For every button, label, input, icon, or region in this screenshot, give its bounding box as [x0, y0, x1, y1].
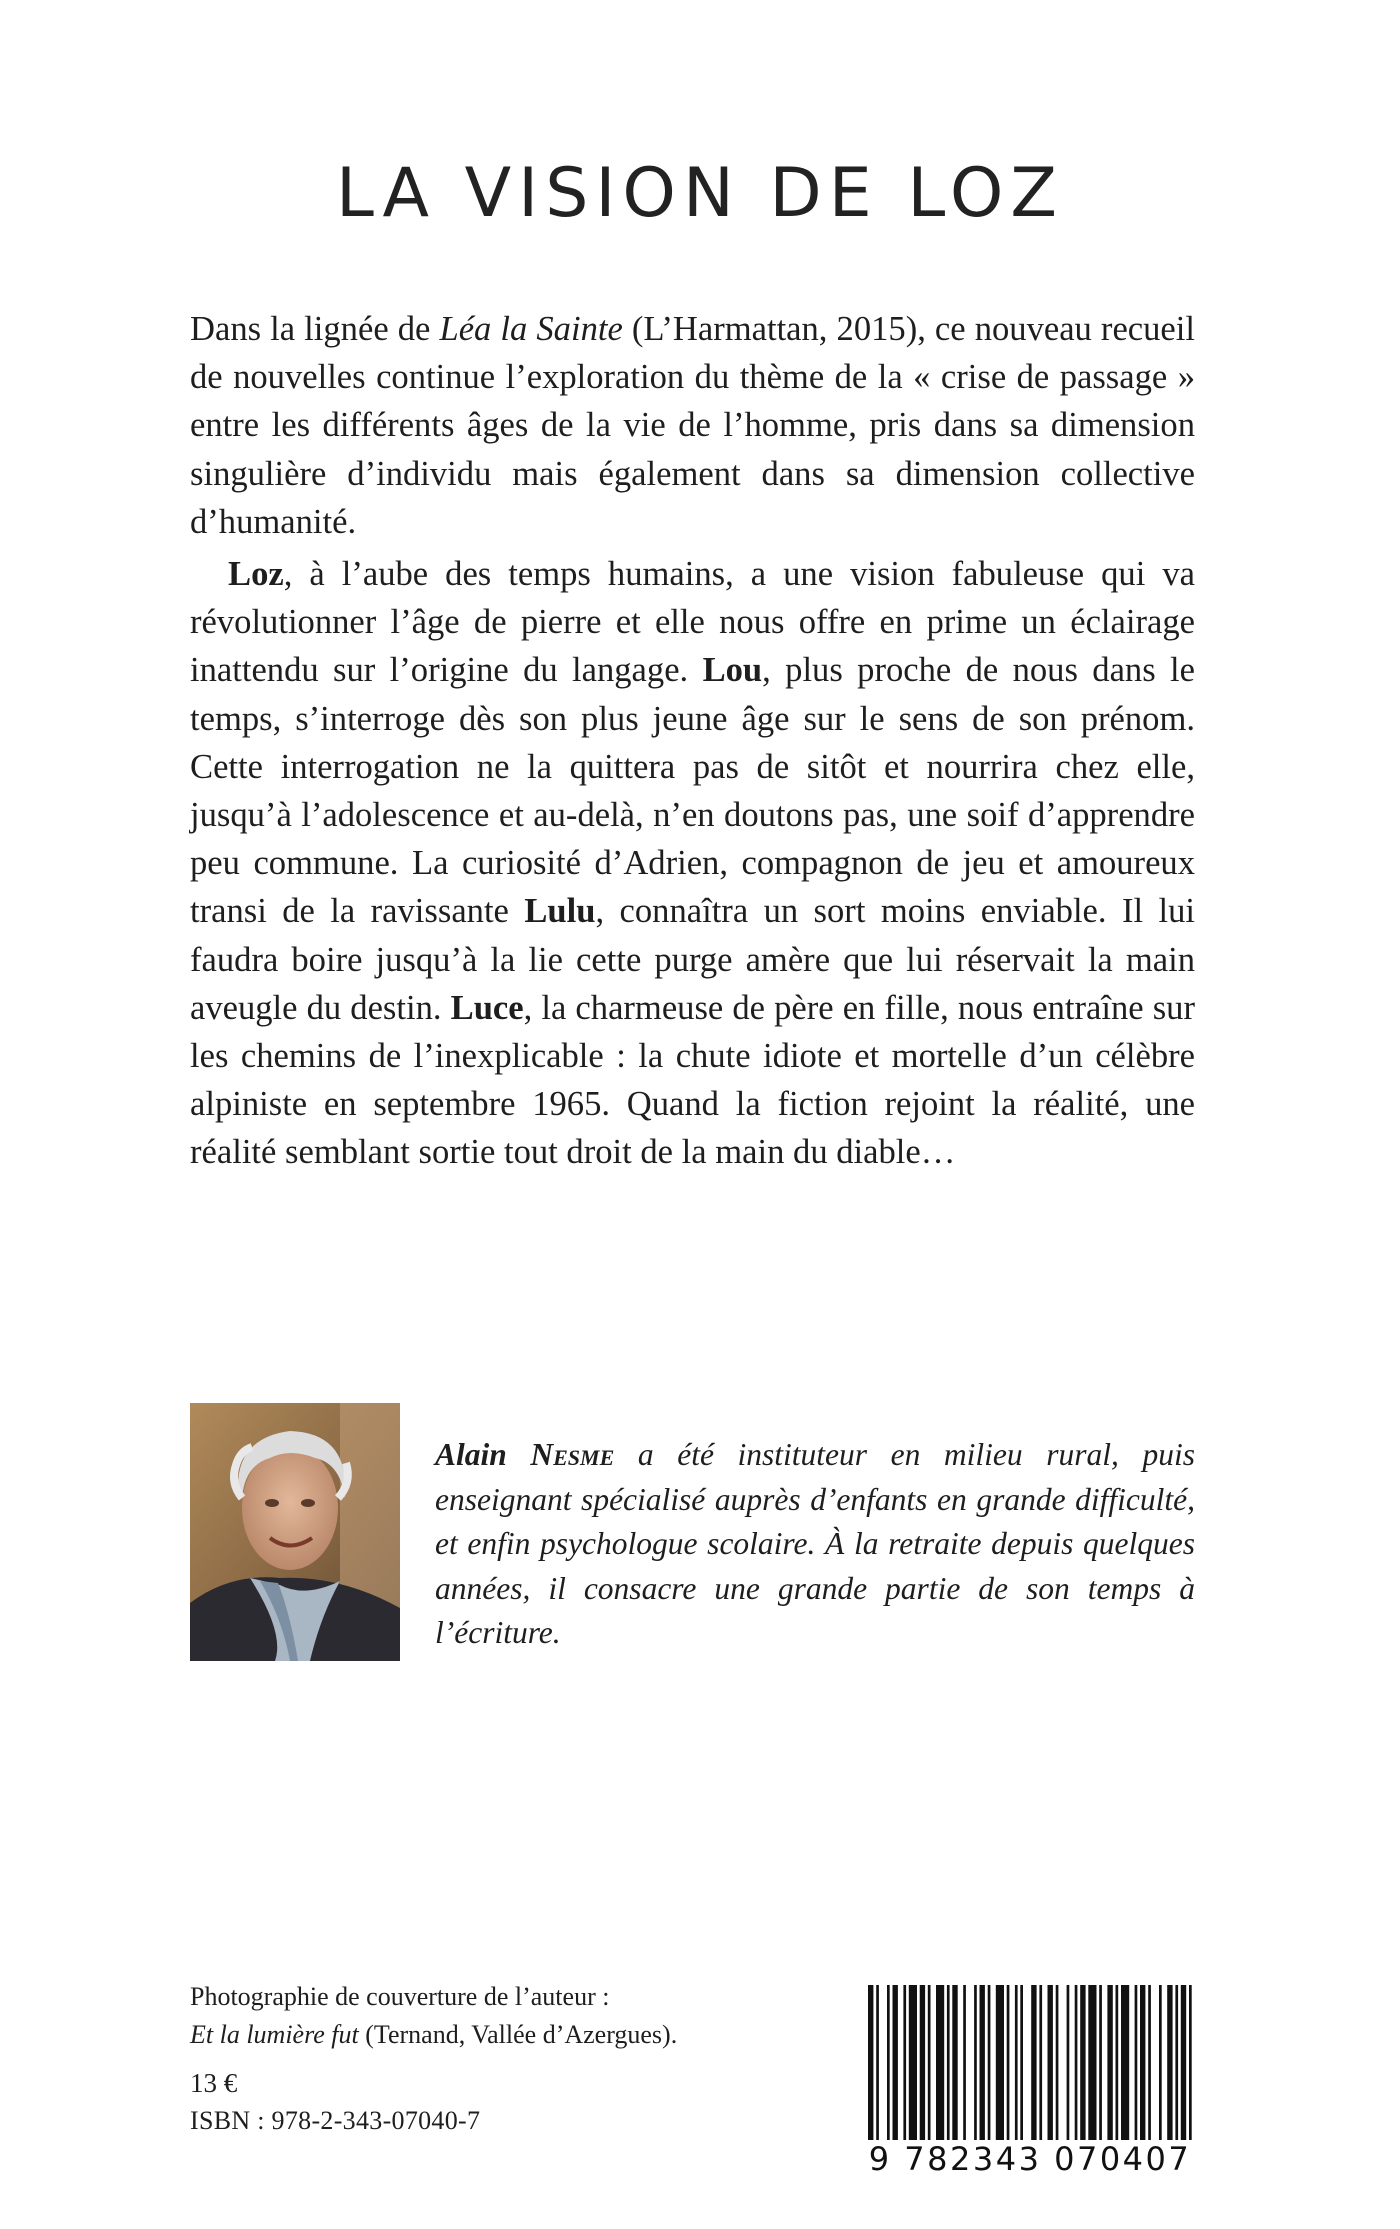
- price: 13 €: [190, 2068, 238, 2098]
- author-last-name: Nesme: [530, 1437, 615, 1472]
- photo-location: (Ternand, Vallée d’Azergues).: [358, 2020, 678, 2049]
- character-name-loz: Loz: [228, 555, 284, 594]
- isbn: ISBN : 978-2-343-07040-7: [190, 2106, 481, 2135]
- blurb-text: , plus proche de nous dans le temps, s’interroge dès son plus jeune âge sur le sens de son prénom. Cette interrogation ne la quittera pas de sitôt et nourrira chez elle, jusqu’à l’adolescence et au-delà, n’en doutons pas, une soif d’apprendre peu commune. La curiosité d’Adrien, compagnon de jeu et amoureux transi de la ravissante: [190, 651, 1195, 931]
- photo-credit-line-1: Photographie de couverture de l’auteur :: [190, 1982, 610, 2011]
- book-title: LA VISION DE LOZ: [336, 153, 1064, 233]
- book-reference-title: Léa la Sainte: [439, 310, 623, 348]
- blurb-text: , la charmeuse de père en fille, nous entraîne sur les chemins de l’inexplicable : la chute idiote et mortelle d’un célèbre alpiniste en septembre 1965. Quand la fiction rejoint la réalité, une réalité semblant sortie tout droit de la main du diable…: [190, 988, 1195, 1172]
- author-first-name: Alain: [435, 1437, 531, 1472]
- blurb-paragraph-1: [190, 305, 1195, 546]
- author-biography: [435, 1433, 1195, 1656]
- photo-title: Et la lumière fut: [190, 2020, 359, 2049]
- author-photo: [190, 1403, 400, 1661]
- blurb-paragraph-2: [190, 550, 1195, 1177]
- character-name-lulu: Lulu: [524, 892, 596, 931]
- back-cover-blurb: [190, 305, 1195, 1177]
- character-name-luce: Luce: [450, 988, 524, 1027]
- blurb-text: Dans la lignée de: [190, 310, 440, 348]
- blurb-text: (L’Harmattan, 2015), ce nouveau recueil de nouvelles continue l’exploration du thème de la « crise de passage » entre les différents âges de la vie de l’homme, pris dans sa dimension singulière d’individu mais également dans sa dimension collective d’humanité.: [190, 310, 1195, 541]
- character-name-lou: Lou: [702, 651, 763, 690]
- blurb-text: , à l’aube des temps humains, a une vision fabuleuse qui va révolutionner l’âge de pierre et elle nous offre en prime un éclairage inattendu sur l’origine du langage.: [190, 555, 1195, 690]
- author-bio-text: a été instituteur en milieu rural, puis enseignant spécialisé auprès d’enfants en grande difficulté, et enfin psychologue scolaire. À la retraite depuis quelques années, il consacre une grande partie de son temps à l’écriture.: [435, 1437, 1195, 1650]
- barcode-digits: 9 782343 070407: [864, 2140, 1196, 2178]
- photo-credits: [190, 1978, 677, 2054]
- blurb-text: , connaîtra un sort moins enviable. Il lui faudra boire jusqu’à la lie cette purge amère que lui réservait la main aveugle du destin.: [190, 892, 1195, 1027]
